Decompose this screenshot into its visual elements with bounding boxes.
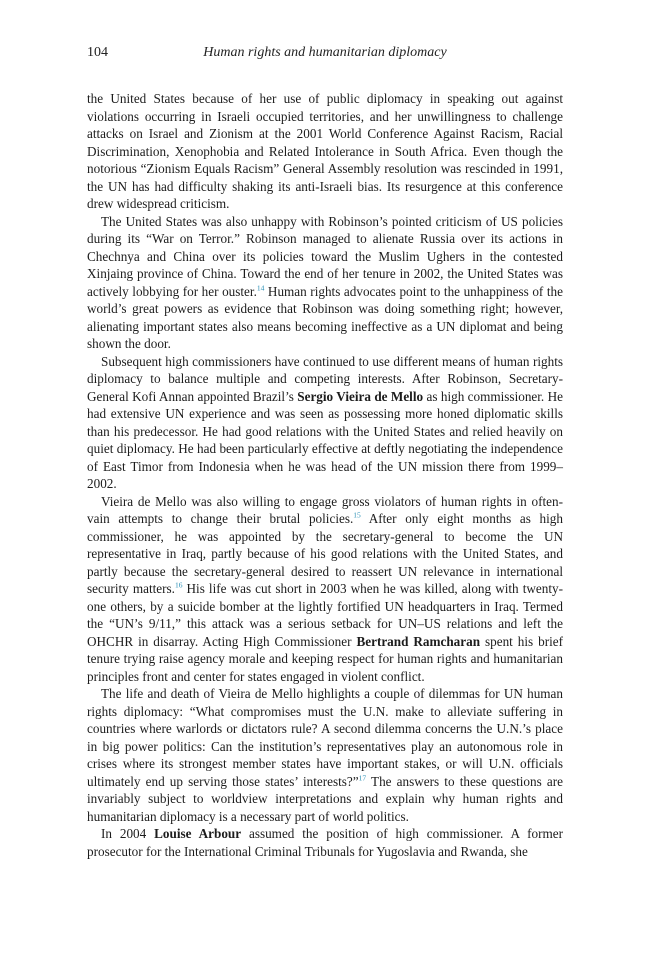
text-run: After only eight months as high commissioner, he was appointed by the secretary-general to become the UN representative in Iraq, partly because of his good relations with the United States, and partly because the secretary-general desired to reassert UN relevance in international security matters. bbox=[87, 511, 563, 596]
paragraph bbox=[87, 493, 563, 686]
footnote-marker[interactable]: 14 bbox=[256, 283, 265, 293]
running-title: Human rights and humanitarian diplomacy bbox=[203, 45, 447, 60]
text-run: Vieira de Mello was also willing to engage gross violators of human rights in often-vain attempts to change their brutal policies. bbox=[87, 493, 563, 526]
text-run: The United States was also unhappy with Robinson’s pointed criticism of US policies during its “War on Terror.” Robinson managed to alienate Russia over its actions in Chechnya and China over its policies toward the Muslim Ughers in the contested Xinjaing province of China. Toward the end of her tenure in 2002, the United States was actively lobbying for her ouster. bbox=[87, 213, 563, 299]
page-header bbox=[87, 45, 563, 65]
text-run: His life was cut short in 2003 when he was killed, along with twenty-one others, by a suicide bomber at the lightly fortified UN headquarters in Iraq. Termed the “UN’s 9/11,” this attack was a serious setback for UN–US relations and left the OHCHR in disarray. Acting High Commissioner bbox=[87, 581, 564, 649]
paragraph bbox=[87, 825, 563, 860]
footnote-marker[interactable]: 17 bbox=[358, 773, 367, 783]
text-run: as high commissioner. He had extensive UN experience and was seen as possessing more honed diplomatic skills than his predecessor. He had good relations with the United States and relied heavily on quiet diplomacy. He had been particularly effective at deftly negotiating the independence of East Timor from Indonesia when he was head of the UN mission there from 1999–2002. bbox=[87, 388, 563, 491]
person-name: Louise Arbour bbox=[154, 826, 242, 841]
text-run: The answers to these questions are invariably subject to worldview interpretations and explain why human rights and humanitarian diplomacy is a necessary part of world politics. bbox=[87, 773, 563, 824]
person-name: Sergio Vieira de Mello bbox=[297, 388, 424, 404]
paragraph bbox=[87, 353, 563, 493]
text-run: Human rights advocates point to the unhappiness of the world’s great powers as evidence that Robinson was doing something right; however, alienating important states also means becoming ineffective as a UN diplomat and being shown the door. bbox=[87, 283, 563, 351]
page-number: 104 bbox=[87, 45, 108, 60]
text-run: The life and death of Vieira de Mello highlights a couple of dilemmas for UN human rights diplomacy: “What compromises must the U.N. make to alleviate suffering in countries where warlords or dictators rule? A second dilemma concerns the U.N.’s place in big power politics: Can the institution’s representatives play an autonomous role in crises where its strongest member states have important stakes, or will U.N. officials ultimately end up serving those states’ interests?” bbox=[87, 686, 563, 789]
footnote-marker[interactable]: 16 bbox=[174, 580, 183, 590]
text-run: spent his brief tenure trying raise agency morale and keeping respect for human rights and humanitarian principles front and center for states engaged in violent conflict. bbox=[87, 633, 563, 684]
text-run: assumed the position of high commissioner. A former prosecutor for the International Criminal Tribunals for Yugoslavia and Rwanda, she bbox=[87, 826, 563, 859]
text-run: the United States because of her use of public diplomacy in speaking out against violations occurring in Israeli occupied territories, and her unwillingness to challenge attacks on Israel and Zionism at the 2001 World Conference Against Racism, Racial Discrimination, Xenophobia and Related Intolerance in South Africa. Even though the notorious “Zionism Equals Racism” General Assembly resolution was rescinded in 1991, the UN has had difficulty shaking its anti-Israeli bias. Its resurgence at this conference drew widespread criticism. bbox=[87, 91, 563, 211]
paragraph bbox=[87, 685, 563, 825]
paragraph bbox=[87, 90, 563, 213]
person-name: Bertrand Ramcharan bbox=[356, 633, 481, 649]
body-text bbox=[87, 90, 563, 860]
footnote-marker[interactable]: 15 bbox=[353, 510, 361, 520]
text-run: In 2004 bbox=[101, 826, 155, 841]
paragraph bbox=[87, 213, 563, 353]
text-run: Subsequent high commissioners have continued to use different means of human rights diplomacy to balance multiple and competing interests. After Robinson, Secretary-General Kofi Annan appointed Brazil’s bbox=[87, 353, 563, 404]
